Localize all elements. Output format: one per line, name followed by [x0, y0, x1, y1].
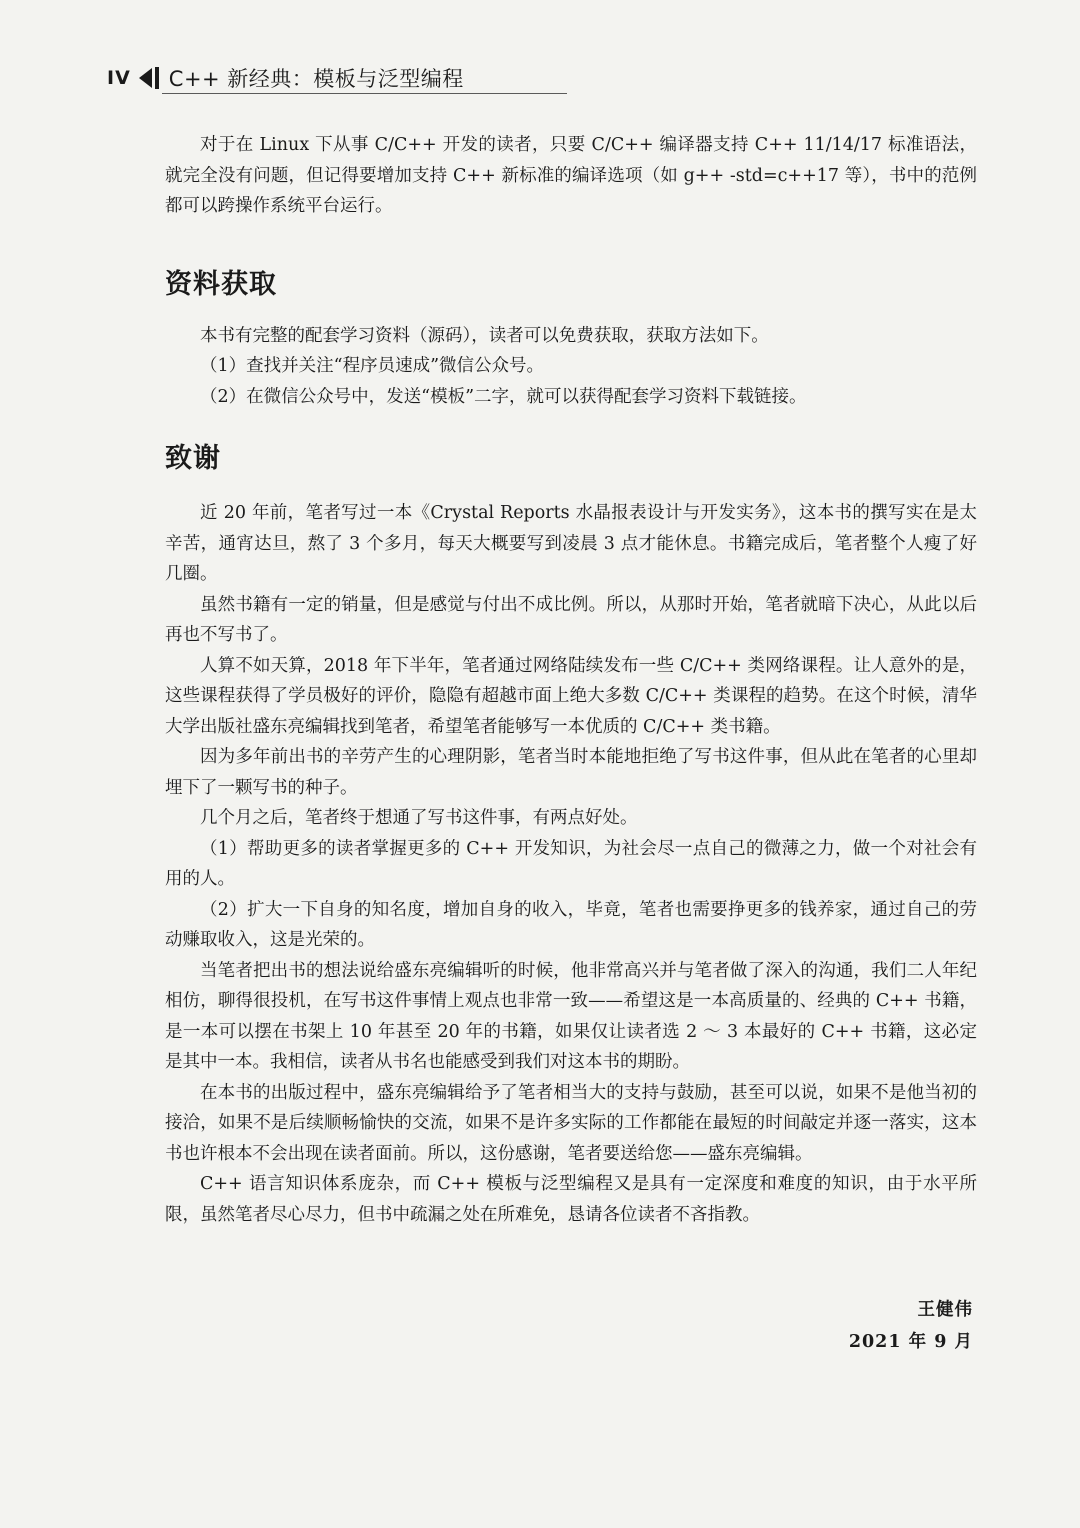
bar-marker [155, 67, 159, 89]
page-body [165, 130, 977, 1230]
thanks-paragraph: 人算不如天算，2018 年下半年，笔者通过网络陆续发布一些 C/C++ 类网络课程。让人意外的是，这些课程获得了学员极好的评价，隐隐有超越市面上绝大多数 C/C++ 类课程的趋势。在这个时候，清华大学出版社盛东亮编辑找到笔者，希望笔者能够写一本优质的 C/C++ 类书籍。 [165, 655, 977, 737]
materials-step-1: （1）查找并关注“程序员速成”微信公众号。 [200, 356, 545, 376]
thanks-paragraph: 虽然书籍有一定的销量，但是感觉与付出不成比例。所以，从那时开始，笔者就暗下决心，从此以后再也不写书了。 [165, 594, 977, 645]
triangle-marker [139, 68, 152, 88]
section-heading-thanks: 致谢 [165, 443, 221, 474]
thanks-paragraph: 几个月之后，笔者终于想通了写书这件事，有两点好处。 [200, 808, 638, 828]
page-number: IV [107, 67, 131, 89]
thanks-benefit-1: （1）帮助更多的读者掌握更多的 C++ 开发知识，为社会尽一点自己的微薄之力，做一个对社会有用的人。 [165, 838, 977, 889]
running-header [107, 62, 577, 94]
intro-paragraph: 对于在 Linux 下从事 C/C++ 开发的读者，只要 C/C++ 编译器支持 C++ 11/14/17 标准语法，就完全没有问题，但记得要增加支持 C++ 新标准的编译选项（如 g++ -std=c++17 等），书中的范例都可以跨操作系统平台运行。 [165, 135, 977, 216]
thanks-paragraph: C++ 语言知识体系庞杂，而 C++ 模板与泛型编程又是具有一定深度和难度的知识，由于水平所限，虽然笔者尽心尽力，但书中疏漏之处在所难免，恳请各位读者不吝指教。 [165, 1174, 977, 1225]
thanks-benefit-2: （2）扩大一下自身的知名度，增加自身的收入，毕竟，笔者也需要挣更多的钱养家，通过自己的劳动赚取收入，这是光荣的。 [165, 899, 977, 950]
author-name: 王健伟 [917, 1300, 973, 1320]
header-triangle-icon [139, 67, 159, 89]
signature-date: 2021 年 9 月 [848, 1332, 973, 1352]
materials-step-2: （2）在微信公众号中，发送“模板”二字，就可以获得配套学习资料下载链接。 [200, 386, 807, 407]
signature-block [849, 1294, 973, 1358]
thanks-paragraph: 近 20 年前，笔者写过一本《Crystal Reports 水晶报表设计与开发实务》，这本书的撰写实在是太辛苦，通宵达旦，熬了 3 个多月，每天大概要写到凌晨 3 点才能休息。书籍完成后，笔者整个人瘦了好几圈。 [165, 503, 977, 584]
book-title: C++ 新经典：模板与泛型编程 [168, 67, 464, 91]
thanks-paragraph: 因为多年前出书的辛劳产生的心理阴影，笔者当时本能地拒绝了写书这件事，但从此在笔者的心里却埋下了一颗写书的种子。 [165, 747, 977, 798]
thanks-paragraph: 当笔者把出书的想法说给盛东亮编辑听的时候，他非常高兴并与笔者做了深入的沟通，我们二人年纪相仿，聊得很投机，在写书这件事情上观点也非常一致——希望这是一本高质量的、经典的 C++ 书籍，是一本可以摆在书架上 10 年甚至 20 年的书籍，如果仅让读者选 2 ～ 3 本最好的 C++ 书籍，这必定是其中一本。我相信，读者从书名也能感受到我们对这本书的期盼。 [165, 960, 977, 1072]
thanks-paragraph: 在本书的出版过程中，盛东亮编辑给予了笔者相当大的支持与鼓励，甚至可以说，如果不是他当初的接洽，如果不是后续顺畅愉快的交流，如果不是许多实际的工作都能在最短的时间敲定并逐一落实，这本书也许根本不会出现在读者面前。所以，这份感谢，笔者要送给您——盛东亮编辑。 [165, 1082, 977, 1164]
materials-paragraph: 本书有完整的配套学习资料（源码），读者可以免费获取，获取方法如下。 [200, 325, 769, 346]
section-heading-materials: 资料获取 [165, 268, 277, 300]
header-divider [162, 93, 567, 94]
